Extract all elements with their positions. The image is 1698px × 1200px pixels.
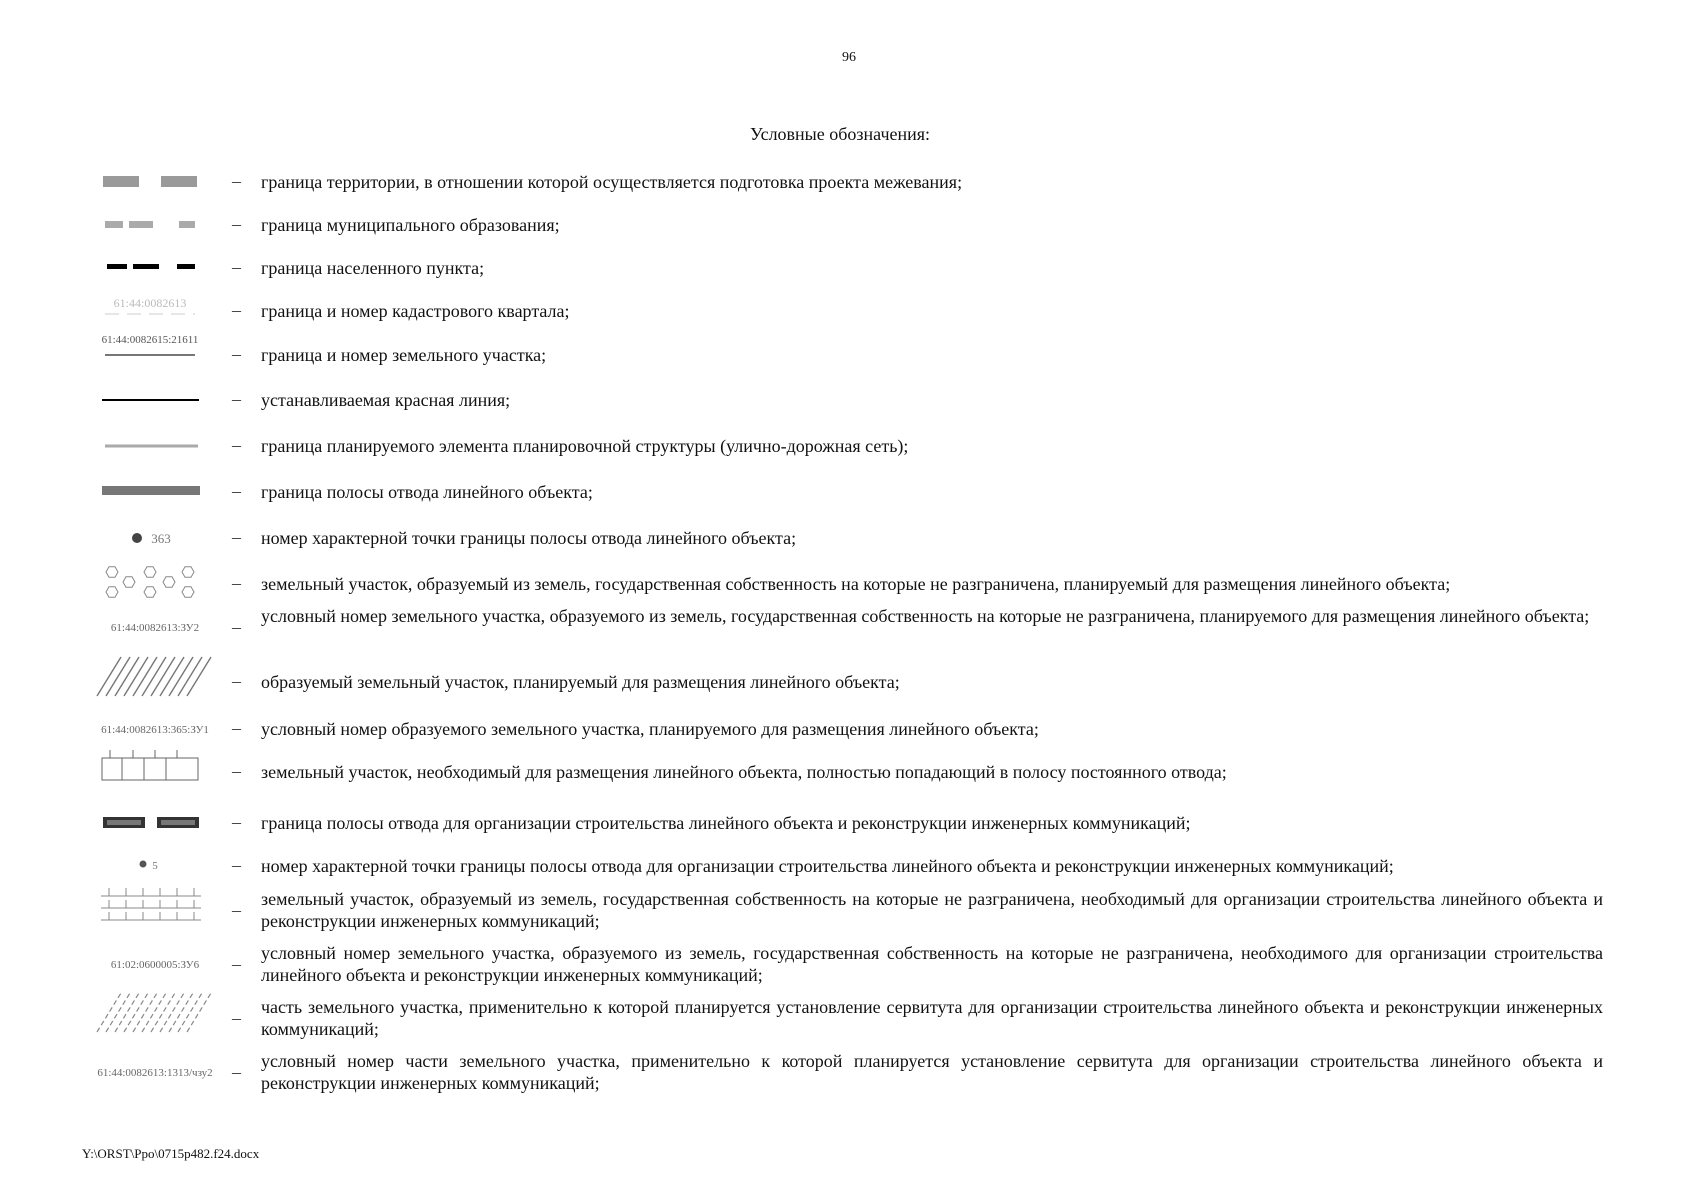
file-path-footer: Y:\ORST\Ppo\0715p482.f24.docx (82, 1146, 260, 1161)
symbol-label: 61:02:0600005:ЗУ6 (110, 959, 200, 971)
legend-dash: – (232, 214, 241, 234)
legend-row (0, 658, 1698, 706)
legend-dash: – (232, 171, 241, 191)
legend-row (0, 376, 1698, 424)
symbol-label: 61:44:0082613:1313/чзу2 (97, 1067, 213, 1079)
symbol-label: 5 (152, 860, 158, 872)
legend-row (0, 748, 1698, 796)
legend-row (0, 560, 1698, 608)
legend-description: условный номер образуемого земельного участка, планируемого для размещения линейного объекта; (261, 719, 1039, 739)
legend-dash: – (232, 344, 241, 364)
symbol-label: 61:44:0082613 (113, 296, 187, 310)
legend-dash: – (232, 718, 241, 738)
legend-dash: – (232, 617, 241, 637)
symbol-label: 61:44:0082613:ЗУ2 (110, 622, 200, 634)
legend-dash: – (232, 1062, 241, 1082)
legend-dash: – (232, 257, 241, 277)
legend-description: граница населенного пункта; (261, 258, 485, 278)
legend-row (0, 514, 1698, 562)
legend-dash: – (232, 527, 241, 547)
legend-dash: – (232, 812, 241, 832)
legend-row (0, 422, 1698, 470)
legend-dash: – (232, 389, 241, 409)
legend-row (0, 940, 1698, 988)
legend-row (0, 1048, 1698, 1096)
legend-description: граница муниципального образования; (261, 215, 560, 235)
legend-symbol-label-only (95, 1066, 213, 1114)
symbol-label: 61:44:0082613:365:ЗУ1 (101, 724, 209, 736)
legend-description: условный номер земельного участка, образуемого из земель, государственная собственность на которые не разграничена, планируемого для размещения линейного объекта; (261, 606, 1590, 626)
legend-description: условный номер земельного участка, образуемого из земель, государственная собственность на которые не разграничена, необходимого для организации строительства линейного объекта и реконструкции инженерных коммуникаций; (261, 943, 1603, 985)
legend-dash: – (232, 855, 241, 875)
legend-dash: – (232, 300, 241, 320)
legend-row (0, 201, 1698, 249)
legend-description: устанавливаемая красная линия; (261, 390, 511, 410)
legend-description: номер характерной точки границы полосы отвода для организации строительства линейного объекта и реконструкции инженерных коммуникаций; (261, 856, 1394, 876)
symbol-label: 363 (151, 531, 171, 546)
legend-description: образуемый земельный участок, планируемый для размещения линейного объекта; (261, 672, 900, 692)
legend-dash: – (232, 954, 241, 974)
legend-dash: – (232, 573, 241, 593)
legend-row (0, 244, 1698, 292)
legend-dash: – (232, 761, 241, 781)
legend-title: Условные обозначения: (750, 124, 931, 144)
page-number: 96 (842, 50, 856, 65)
legend-description: граница территории, в отношении которой осуществляется подготовка проекта межевания; (261, 172, 963, 192)
legend-description: номер характерной точки границы полосы отвода линейного объекта; (261, 528, 797, 548)
legend-row (0, 158, 1698, 206)
legend-row (0, 705, 1698, 753)
legend-description: граница полосы отвода линейного объекта; (261, 482, 593, 502)
legend-dash: – (232, 900, 241, 920)
legend-row (0, 603, 1698, 651)
legend-description: земельный участок, необходимый для размещения линейного объекта, полностью попадающий в полосу постоянного отвода; (261, 762, 1227, 782)
legend-dash: – (232, 1008, 241, 1028)
legend-description: граница и номер земельного участка; (261, 345, 547, 365)
symbol-label: 61:44:0082615:21611 (101, 334, 199, 346)
legend-description: граница полосы отвода для организации строительства линейного объекта и реконструкции инженерных коммуникаций; (261, 813, 1191, 833)
legend-dash: – (232, 435, 241, 455)
legend-description: граница и номер кадастрового квартала; (261, 301, 570, 321)
legend-description: часть земельного участка, применительно к которой планируется установление сервитута для организации строительства линейного объекта и реконструкции инженерных коммуникаций; (261, 997, 1603, 1039)
legend-description: условный номер части земельного участка, применительно к которой планируется установление сервитута для организации строительства линейного объекта и реконструкции инженерных коммуникаций; (261, 1051, 1603, 1093)
legend-row (0, 331, 1698, 379)
legend-row (0, 799, 1698, 847)
legend-row (0, 886, 1698, 934)
legend-row (0, 994, 1698, 1042)
legend-description: граница планируемого элемента планировочной структуры (улично-дорожная сеть); (261, 436, 909, 456)
legend-description: земельный участок, образуемый из земель, государственная собственность на которые не разграничена, планируемый для размещения линейного объекта; (261, 574, 1451, 594)
legend-row (0, 842, 1698, 890)
legend-dash: – (232, 481, 241, 501)
legend-dash: – (232, 671, 241, 691)
legend-row (0, 287, 1698, 335)
legend-description: земельный участок, образуемый из земель, государственная собственность на которые не разграничена, необходимый для организации строительства линейного объекта и реконструкции инженерных коммуникаций; (261, 889, 1603, 931)
legend-row (0, 468, 1698, 516)
